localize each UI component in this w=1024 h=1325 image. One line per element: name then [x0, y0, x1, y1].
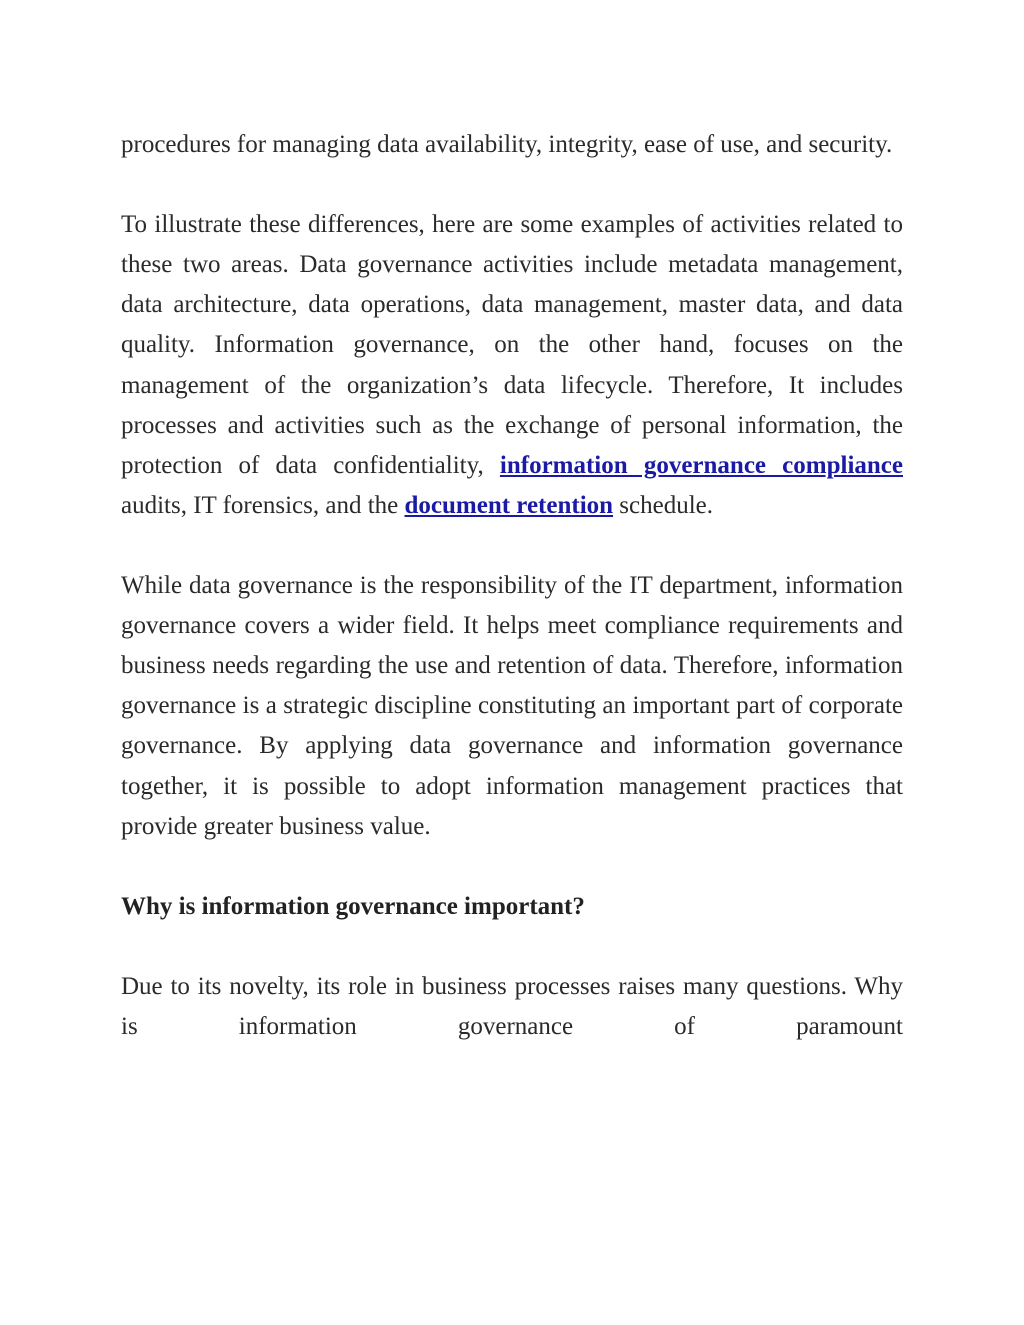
paragraph-2-text-middle: audits, IT forensics, and the — [121, 491, 405, 519]
link-information-governance-compliance[interactable]: information governance compliance — [499, 451, 903, 479]
paragraph-2 — [121, 205, 903, 526]
paragraph-2-text: To illustrate these differences, here are some examples of activities related to these two areas. Data governance activities include metadata management, data architecture, data operations, data management, master data, and data quality. Information governance, on the other hand, focuses on the management of the organization’s data lifecycle. Therefore, It includes processes and activities such as the exchange of personal information, the protection of data confidentiality, — [121, 211, 903, 479]
paragraph-1: procedures for managing data availability, integrity, ease of use, and security. — [121, 131, 893, 158]
document-page — [121, 125, 903, 1087]
paragraph-2-text-end: schedule. — [613, 491, 714, 519]
link-document-retention[interactable]: document retention — [404, 491, 614, 519]
paragraph-4: Due to its novelty, its role in business processes raises many questions. Why is information governance of paramount — [121, 972, 903, 1041]
paragraph-3: While data governance is the responsibility of the IT department, information governance covers a wider field. It helps meet compliance requirements and business needs regarding the use and retention of data. Therefore, information governance is a strategic discipline constituting an important part of corporate governance. By applying data governance and information governance together, it is possible to adopt information management practices that provide greater business value. — [121, 572, 903, 840]
section-heading: Why is information governance important? — [121, 892, 585, 920]
